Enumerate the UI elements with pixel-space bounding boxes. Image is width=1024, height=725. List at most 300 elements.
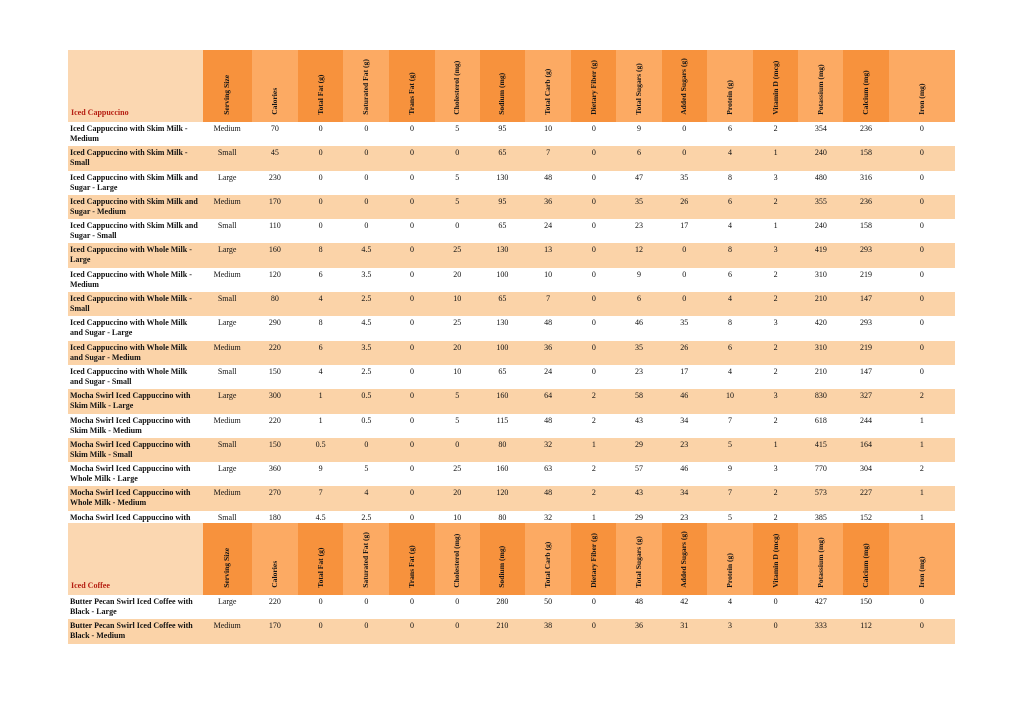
value-cell: 17 [662, 365, 707, 389]
value-cell: 0 [571, 171, 616, 195]
value-cell: Medium [203, 486, 252, 510]
value-cell: 0 [298, 171, 343, 195]
value-cell: 46 [616, 316, 661, 340]
value-cell: 12 [616, 243, 661, 267]
table-row [68, 268, 955, 292]
section-title: Iced Cappuccino [71, 108, 129, 117]
value-cell: 160 [480, 462, 525, 486]
value-cell: 0.5 [298, 438, 343, 462]
value-cell: 4 [707, 595, 753, 619]
column-header: Total Fat (g) [298, 50, 343, 122]
value-cell: 1 [889, 414, 955, 438]
value-cell: 3 [707, 619, 753, 643]
value-cell: 2 [889, 389, 955, 413]
value-cell: 354 [798, 122, 843, 146]
value-cell: Large [203, 243, 252, 267]
column-header: Added Sugars (g) [662, 50, 707, 122]
value-cell: 1 [571, 511, 616, 535]
value-cell: 0 [389, 122, 434, 146]
value-cell: 0 [343, 219, 389, 243]
value-cell: 270 [252, 486, 298, 510]
value-cell: 0 [889, 365, 955, 389]
value-cell: 45 [252, 146, 298, 170]
value-cell: 130 [480, 243, 525, 267]
value-cell: 130 [480, 171, 525, 195]
value-cell: 220 [252, 341, 298, 365]
value-cell: 110 [252, 219, 298, 243]
value-cell: 236 [843, 122, 888, 146]
value-cell: 2 [753, 486, 798, 510]
value-cell: 236 [843, 195, 888, 219]
value-cell: 6 [707, 122, 753, 146]
table-row [68, 243, 955, 267]
value-cell: 0 [753, 619, 798, 643]
value-cell: 180 [252, 511, 298, 535]
value-cell: 0 [889, 122, 955, 146]
value-cell: 0 [571, 619, 616, 643]
value-cell: 0 [889, 595, 955, 619]
value-cell: Small [203, 219, 252, 243]
value-cell: 230 [252, 171, 298, 195]
value-cell: 3.5 [343, 341, 389, 365]
column-header: Sodium (mg) [480, 50, 525, 122]
value-cell: 0 [389, 171, 434, 195]
column-header: Calcium (mg) [843, 523, 888, 595]
value-cell: 46 [662, 389, 707, 413]
value-cell: 0 [389, 619, 434, 643]
value-cell: 80 [480, 511, 525, 535]
value-cell: 293 [843, 316, 888, 340]
value-cell: 80 [480, 438, 525, 462]
item-name-cell: Iced Cappuccino with Whole Milk and Sugar - Medium [68, 341, 203, 365]
value-cell: 0 [343, 438, 389, 462]
value-cell: 8 [707, 243, 753, 267]
value-cell: 35 [616, 341, 661, 365]
column-header: Dietary Fiber (g) [571, 50, 616, 122]
value-cell: 46 [662, 462, 707, 486]
value-cell: 360 [252, 462, 298, 486]
value-cell: 355 [798, 195, 843, 219]
value-cell: 0 [343, 595, 389, 619]
value-cell: 0 [389, 195, 434, 219]
nutrition-table-iced-coffee [68, 523, 955, 644]
value-cell: 0 [435, 146, 480, 170]
value-cell: 160 [480, 389, 525, 413]
value-cell: 0 [571, 341, 616, 365]
value-cell: 23 [662, 438, 707, 462]
value-cell: 9 [298, 462, 343, 486]
item-name-cell: Mocha Swirl Iced Cappuccino with Whole Milk - Medium [68, 486, 203, 510]
value-cell: 5 [435, 389, 480, 413]
value-cell: 150 [843, 595, 888, 619]
value-cell: 4.5 [343, 243, 389, 267]
value-cell: 150 [252, 365, 298, 389]
header-row [68, 50, 955, 122]
value-cell: 115 [480, 414, 525, 438]
value-cell: 24 [525, 365, 571, 389]
value-cell: 150 [252, 438, 298, 462]
value-cell: Small [203, 365, 252, 389]
value-cell: 17 [662, 219, 707, 243]
value-cell: 0 [662, 146, 707, 170]
value-cell: 0 [389, 268, 434, 292]
value-cell: 9 [707, 462, 753, 486]
value-cell: 830 [798, 389, 843, 413]
value-cell: 7 [707, 486, 753, 510]
value-cell: 210 [798, 292, 843, 316]
value-cell: 13 [525, 243, 571, 267]
value-cell: 43 [616, 486, 661, 510]
value-cell: 170 [252, 619, 298, 643]
value-cell: 100 [480, 341, 525, 365]
value-cell: 0 [662, 243, 707, 267]
value-cell: 20 [435, 486, 480, 510]
value-cell: 48 [525, 486, 571, 510]
value-cell: 4.5 [343, 316, 389, 340]
value-cell: 4 [707, 146, 753, 170]
table-row [68, 619, 955, 643]
column-header: Vitamin D (mcg) [753, 523, 798, 595]
value-cell: 65 [480, 365, 525, 389]
table-row [68, 438, 955, 462]
value-cell: 2.5 [343, 292, 389, 316]
value-cell: 0 [343, 171, 389, 195]
value-cell: 0 [571, 316, 616, 340]
value-cell: 240 [798, 146, 843, 170]
value-cell: 6 [616, 146, 661, 170]
value-cell: 2 [753, 341, 798, 365]
table-row [68, 414, 955, 438]
value-cell: 2 [753, 414, 798, 438]
value-cell: 158 [843, 146, 888, 170]
value-cell: 0 [889, 243, 955, 267]
value-cell: 29 [616, 511, 661, 535]
value-cell: 1 [753, 146, 798, 170]
value-cell: 0 [571, 195, 616, 219]
value-cell: 34 [662, 414, 707, 438]
column-header: Trans Fat (g) [389, 50, 434, 122]
value-cell: 38 [525, 619, 571, 643]
value-cell: 26 [662, 195, 707, 219]
value-cell: 2.5 [343, 365, 389, 389]
value-cell: Small [203, 292, 252, 316]
value-cell: 2 [753, 122, 798, 146]
value-cell: 0 [343, 619, 389, 643]
value-cell: 310 [798, 341, 843, 365]
value-cell: 4 [707, 365, 753, 389]
value-cell: 244 [843, 414, 888, 438]
item-name-cell: Butter Pecan Swirl Iced Coffee with Black - Large [68, 595, 203, 619]
value-cell: 6 [707, 341, 753, 365]
value-cell: 120 [252, 268, 298, 292]
item-name-cell: Iced Cappuccino with Whole Milk - Medium [68, 268, 203, 292]
value-cell: 35 [662, 316, 707, 340]
table-row [68, 486, 955, 510]
value-cell: 0 [753, 595, 798, 619]
column-header: Total Carb (g) [525, 523, 571, 595]
value-cell: 2 [571, 462, 616, 486]
value-cell: 8 [298, 243, 343, 267]
value-cell: 147 [843, 292, 888, 316]
value-cell: 0 [389, 414, 434, 438]
value-cell: 310 [798, 268, 843, 292]
value-cell: 23 [616, 365, 661, 389]
value-cell: 1 [889, 438, 955, 462]
value-cell: 48 [525, 316, 571, 340]
value-cell: 0 [571, 146, 616, 170]
value-cell: 427 [798, 595, 843, 619]
value-cell: 4 [707, 292, 753, 316]
value-cell: 1 [889, 486, 955, 510]
value-cell: 10 [435, 365, 480, 389]
item-name-cell: Butter Pecan Swirl Iced Coffee with Black - Medium [68, 619, 203, 643]
value-cell: 50 [525, 595, 571, 619]
value-cell: 0 [889, 171, 955, 195]
value-cell: 34 [662, 486, 707, 510]
value-cell: 58 [616, 389, 661, 413]
table-row [68, 595, 955, 619]
value-cell: 0 [389, 511, 434, 535]
column-header: Serving Size [203, 50, 252, 122]
value-cell: 160 [252, 243, 298, 267]
value-cell: 210 [798, 365, 843, 389]
value-cell: 3 [753, 171, 798, 195]
table-row [68, 462, 955, 486]
value-cell: Large [203, 389, 252, 413]
value-cell: 158 [843, 219, 888, 243]
value-cell: 5 [435, 414, 480, 438]
value-cell: 304 [843, 462, 888, 486]
value-cell: 0 [571, 365, 616, 389]
value-cell: 240 [798, 219, 843, 243]
value-cell: 0 [435, 438, 480, 462]
table-row [68, 316, 955, 340]
value-cell: 385 [798, 511, 843, 535]
header-row [68, 523, 955, 595]
value-cell: 2 [889, 462, 955, 486]
value-cell: 293 [843, 243, 888, 267]
value-cell: 0 [298, 122, 343, 146]
value-cell: 0 [571, 219, 616, 243]
value-cell: 2.5 [343, 511, 389, 535]
value-cell: 420 [798, 316, 843, 340]
value-cell: 26 [662, 341, 707, 365]
column-header: Calories [252, 50, 298, 122]
value-cell: 130 [480, 316, 525, 340]
value-cell: 0 [389, 365, 434, 389]
value-cell: 65 [480, 292, 525, 316]
item-name-cell: Iced Cappuccino with Whole Milk and Sugar - Large [68, 316, 203, 340]
value-cell: 0 [389, 316, 434, 340]
value-cell: 0 [435, 219, 480, 243]
value-cell: 7 [707, 414, 753, 438]
value-cell: 618 [798, 414, 843, 438]
value-cell: 31 [662, 619, 707, 643]
table-row [68, 195, 955, 219]
value-cell: 1 [753, 219, 798, 243]
value-cell: Medium [203, 122, 252, 146]
value-cell: 419 [798, 243, 843, 267]
value-cell: Large [203, 316, 252, 340]
item-name-cell: Iced Cappuccino with Whole Milk - Small [68, 292, 203, 316]
item-name-cell: Iced Cappuccino with Whole Milk and Sugar - Small [68, 365, 203, 389]
value-cell: 20 [435, 341, 480, 365]
column-header: Potassium (mg) [798, 50, 843, 122]
value-cell: 65 [480, 219, 525, 243]
value-cell: 35 [662, 171, 707, 195]
value-cell: 300 [252, 389, 298, 413]
value-cell: 6 [616, 292, 661, 316]
value-cell: 25 [435, 462, 480, 486]
value-cell: 0 [571, 292, 616, 316]
value-cell: 24 [525, 219, 571, 243]
column-header: Calories [252, 523, 298, 595]
value-cell: 0 [389, 292, 434, 316]
value-cell: 220 [252, 595, 298, 619]
value-cell: 480 [798, 171, 843, 195]
value-cell: 63 [525, 462, 571, 486]
value-cell: 20 [435, 268, 480, 292]
value-cell: 8 [707, 171, 753, 195]
value-cell: 0.5 [343, 414, 389, 438]
value-cell: 770 [798, 462, 843, 486]
value-cell: 0 [571, 122, 616, 146]
value-cell: Large [203, 595, 252, 619]
column-header: Total Carb (g) [525, 50, 571, 122]
value-cell: 290 [252, 316, 298, 340]
value-cell: 316 [843, 171, 888, 195]
value-cell: 0 [389, 438, 434, 462]
value-cell: 0 [889, 341, 955, 365]
item-name-cell: Mocha Swirl Iced Cappuccino with Skim Milk - Small [68, 438, 203, 462]
value-cell: 415 [798, 438, 843, 462]
column-header: Cholesterol (mg) [435, 50, 480, 122]
value-cell: Medium [203, 619, 252, 643]
value-cell: Medium [203, 195, 252, 219]
value-cell: 5 [435, 171, 480, 195]
value-cell: 47 [616, 171, 661, 195]
value-cell: 48 [525, 171, 571, 195]
value-cell: 1 [889, 511, 955, 535]
item-name-cell: Mocha Swirl Iced Cappuccino with Skim Milk - Large [68, 389, 203, 413]
value-cell: 0.5 [343, 389, 389, 413]
value-cell: 147 [843, 365, 888, 389]
value-cell: 0 [389, 486, 434, 510]
value-cell: 36 [616, 619, 661, 643]
value-cell: 2 [753, 268, 798, 292]
value-cell: 0 [662, 292, 707, 316]
value-cell: 573 [798, 486, 843, 510]
item-name-cell: Iced Cappuccino with Skim Milk - Medium [68, 122, 203, 146]
value-cell: 29 [616, 438, 661, 462]
column-header: Vitamin D (mcg) [753, 50, 798, 122]
column-header: Trans Fat (g) [389, 523, 434, 595]
value-cell: 219 [843, 341, 888, 365]
value-cell: 2 [571, 414, 616, 438]
value-cell: 0 [571, 243, 616, 267]
value-cell: 3 [753, 243, 798, 267]
column-header: Total Sugars (g) [616, 523, 661, 595]
value-cell: 4 [707, 219, 753, 243]
value-cell: 0 [435, 619, 480, 643]
value-cell: 0 [889, 219, 955, 243]
table-row [68, 122, 955, 146]
column-header: Total Sugars (g) [616, 50, 661, 122]
value-cell: 2 [753, 195, 798, 219]
value-cell: 0 [662, 268, 707, 292]
column-header: Dietary Fiber (g) [571, 523, 616, 595]
item-name-cell: Mocha Swirl Iced Cappuccino with [68, 511, 203, 535]
value-cell: 1 [571, 438, 616, 462]
value-cell: 0 [298, 219, 343, 243]
value-cell: 2 [753, 365, 798, 389]
value-cell: Medium [203, 414, 252, 438]
value-cell: 2 [571, 486, 616, 510]
table-row [68, 292, 955, 316]
value-cell: Small [203, 511, 252, 535]
column-header: Saturated Fat (g) [343, 50, 389, 122]
value-cell: 36 [525, 195, 571, 219]
value-cell: 6 [298, 341, 343, 365]
value-cell: 0 [389, 389, 434, 413]
value-cell: 8 [298, 316, 343, 340]
value-cell: 2 [753, 292, 798, 316]
value-cell: 327 [843, 389, 888, 413]
value-cell: 0 [571, 595, 616, 619]
item-name-cell: Iced Cappuccino with Skim Milk and Sugar - Large [68, 171, 203, 195]
value-cell: 64 [525, 389, 571, 413]
value-cell: 23 [662, 511, 707, 535]
value-cell: 95 [480, 122, 525, 146]
value-cell: 0 [889, 619, 955, 643]
value-cell: 95 [480, 195, 525, 219]
item-name-cell: Iced Cappuccino with Skim Milk - Small [68, 146, 203, 170]
value-cell: 7 [525, 292, 571, 316]
value-cell: 6 [707, 268, 753, 292]
value-cell: 0 [435, 595, 480, 619]
value-cell: 9 [616, 122, 661, 146]
value-cell: 0 [343, 146, 389, 170]
value-cell: 170 [252, 195, 298, 219]
value-cell: 32 [525, 438, 571, 462]
value-cell: 7 [298, 486, 343, 510]
column-header: Sodium (mg) [480, 523, 525, 595]
column-header: Total Fat (g) [298, 523, 343, 595]
item-name-cell: Iced Cappuccino with Skim Milk and Sugar - Medium [68, 195, 203, 219]
nutrition-table-iced-cappuccino [68, 50, 955, 535]
value-cell: 4 [343, 486, 389, 510]
value-cell: 10 [435, 292, 480, 316]
value-cell: Small [203, 438, 252, 462]
value-cell: 3 [753, 462, 798, 486]
column-header: Iron (mg) [889, 523, 955, 595]
column-header: Saturated Fat (g) [343, 523, 389, 595]
value-cell: Medium [203, 268, 252, 292]
value-cell: 9 [616, 268, 661, 292]
table-row [68, 341, 955, 365]
value-cell: 0 [389, 219, 434, 243]
value-cell: 0 [889, 268, 955, 292]
table-row [68, 365, 955, 389]
section-title-cell [68, 50, 203, 122]
value-cell: 0 [298, 595, 343, 619]
value-cell: 2 [571, 389, 616, 413]
value-cell: 227 [843, 486, 888, 510]
table-row [68, 219, 955, 243]
value-cell: 0 [889, 316, 955, 340]
value-cell: 1 [298, 414, 343, 438]
value-cell: 0 [343, 122, 389, 146]
